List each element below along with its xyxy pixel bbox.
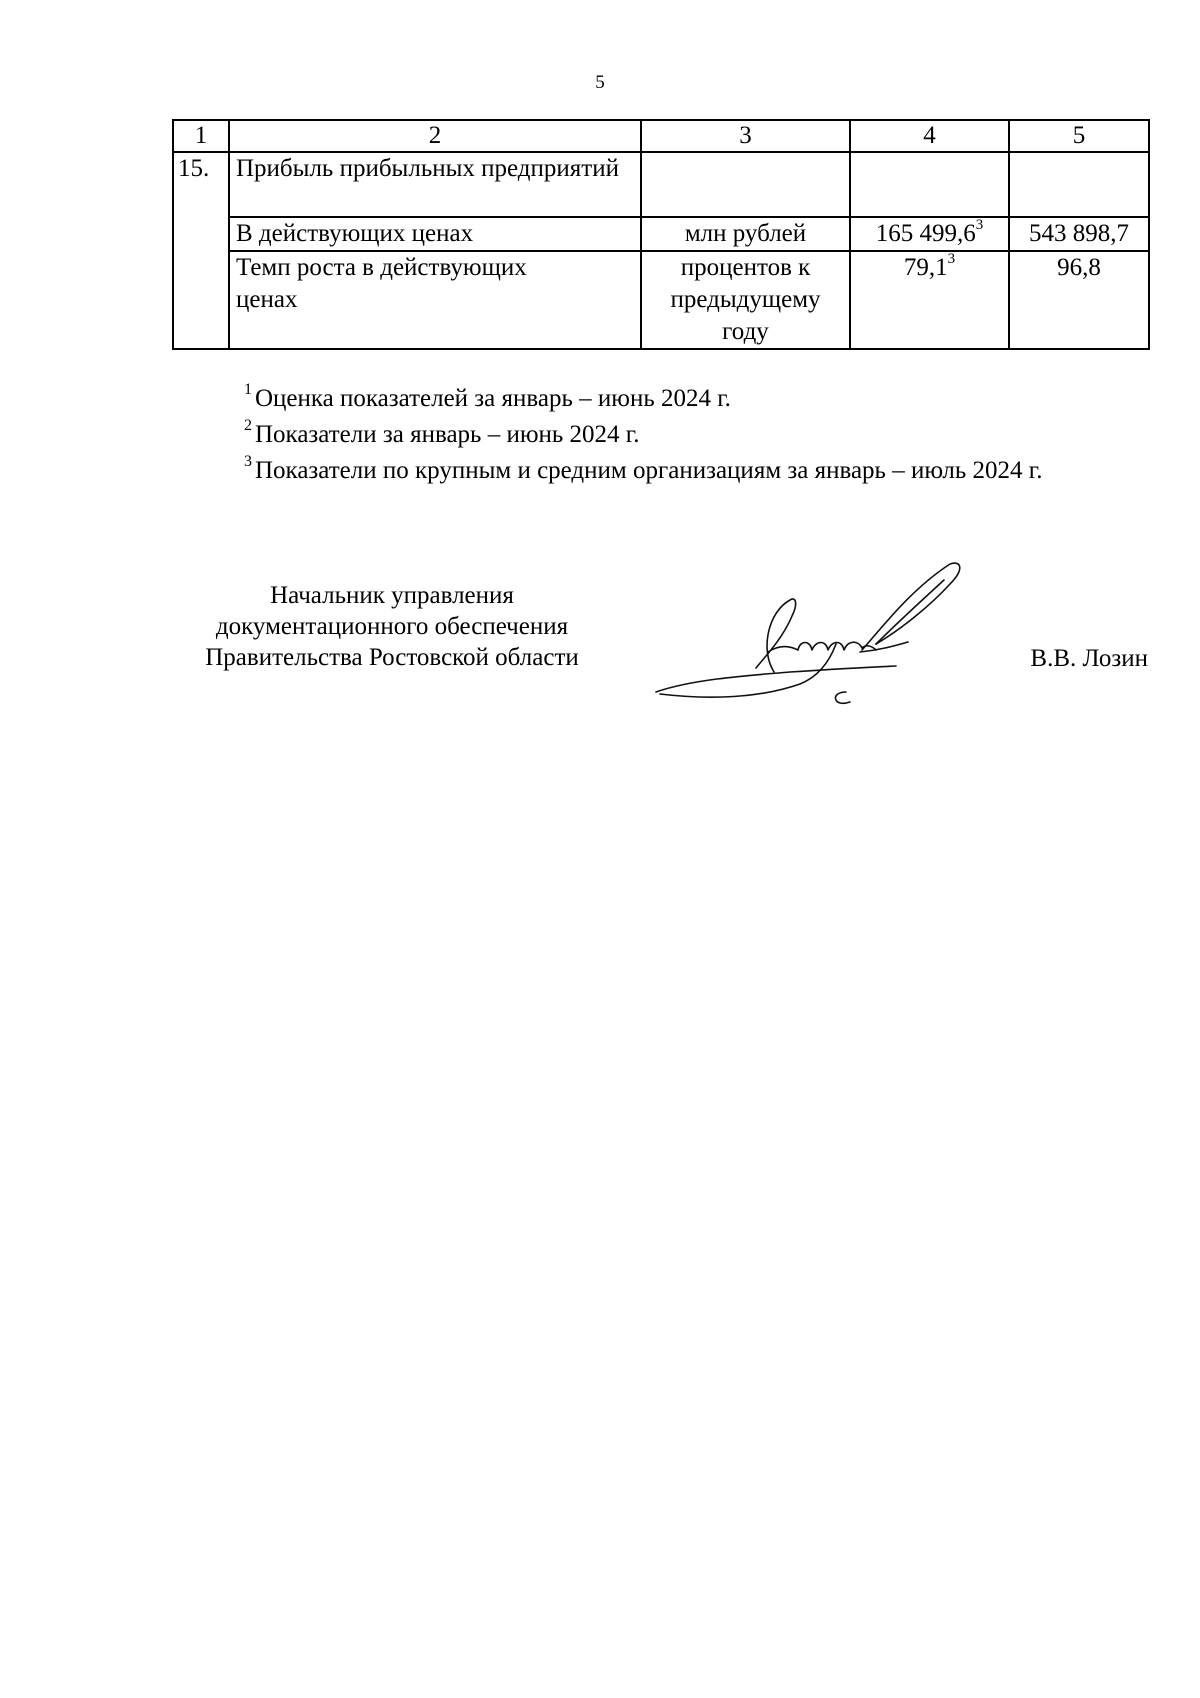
table-row-item-title (173, 152, 1149, 217)
handwritten-signature (650, 560, 990, 710)
table-row (173, 251, 1149, 349)
footnote-1 (244, 381, 1164, 417)
signer-title-line: документационного обеспечения (215, 613, 569, 640)
row-label-word: роста (296, 254, 356, 281)
footnote-text: Оценка показателей за январь – июнь 2024 г. (255, 385, 731, 412)
table-header-row (173, 120, 1149, 152)
row-value-prev (850, 217, 1009, 251)
row-unit: процентов к предыдущему году (641, 251, 850, 349)
row-value-curr: 96,8 (1009, 251, 1149, 349)
indicators-table (172, 119, 1150, 350)
row-label-word: в (362, 254, 374, 281)
column-header-4: 4 (850, 120, 1009, 152)
signer-title (172, 580, 612, 673)
footnote-2 (244, 417, 1164, 453)
item-title-unit-cell (641, 152, 850, 217)
footnote-mark: 3 (244, 452, 252, 470)
row-value-prev (850, 251, 1009, 349)
footnote-text: Показатели за январь – июнь 2024 г. (255, 421, 640, 448)
row-unit: млн рублей (641, 217, 850, 251)
column-header-2: 2 (229, 120, 641, 152)
signer-title-line: Начальник управления (270, 582, 514, 609)
item-title-curr-cell (1009, 152, 1149, 217)
signer-title-line: Правительства Ростовской области (205, 644, 579, 671)
footnote-mark: 1 (244, 380, 252, 398)
item-number: 15. (173, 152, 229, 349)
footnote-ref: 3 (947, 250, 956, 267)
footnote-3 (244, 453, 1164, 489)
column-header-3: 3 (641, 120, 850, 152)
footnote-text: Показатели по крупным и средним организациям за январь – июль 2024 г. (255, 457, 1043, 484)
column-header-1: 1 (173, 120, 229, 152)
row-label-line-1 (236, 252, 634, 284)
row-label: В действующих ценах (229, 217, 641, 251)
page-number: 5 (595, 72, 605, 93)
row-label-word: действующих (380, 254, 527, 281)
value-prev-number: 79,1 (903, 254, 948, 281)
signer-name: В.В. Лозин (1030, 645, 1148, 672)
table-row (173, 217, 1149, 251)
value-prev-number: 165 499,6 (875, 220, 976, 247)
row-value-curr: 543 898,7 (1009, 217, 1149, 251)
footnote-mark: 2 (244, 416, 252, 434)
item-title: Прибыль прибыльных предприятий (229, 152, 641, 217)
row-label-line-2: ценах (236, 286, 298, 313)
footnote-ref: 3 (975, 216, 984, 233)
item-title-prev-cell (850, 152, 1009, 217)
column-header-5: 5 (1009, 120, 1149, 152)
footnotes (244, 381, 1164, 489)
row-label (229, 251, 641, 349)
row-label-word: Темп (236, 254, 291, 281)
